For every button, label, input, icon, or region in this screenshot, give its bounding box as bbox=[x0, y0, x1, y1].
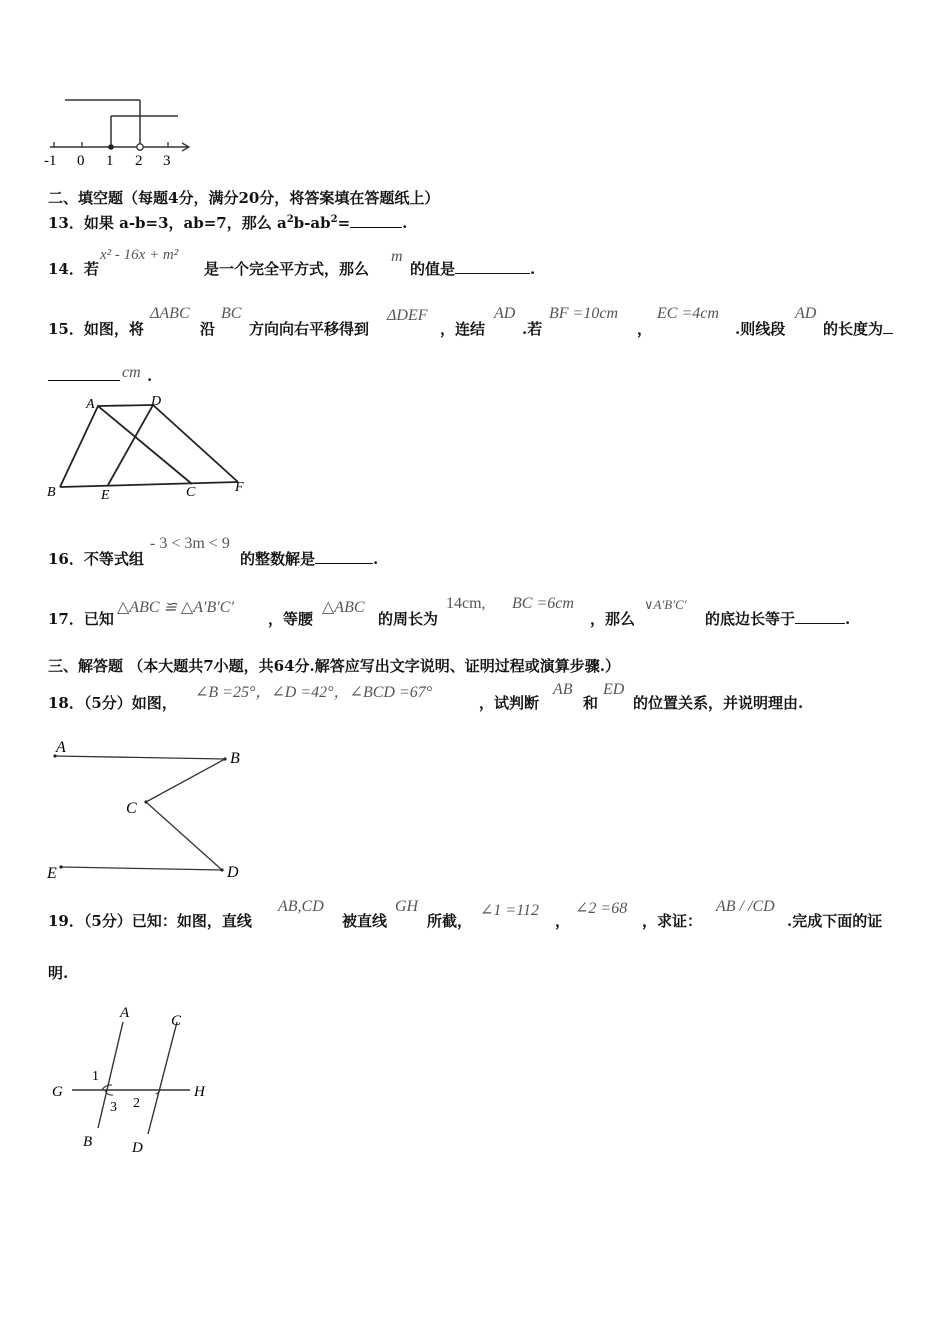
q17-math: △ABC ≌ △A′B′C′ bbox=[117, 599, 234, 616]
question-number: 14． bbox=[48, 260, 84, 278]
q15-math: AD bbox=[494, 305, 516, 322]
answer-blank[interactable] bbox=[455, 259, 530, 274]
angle-label: 2 bbox=[133, 1096, 140, 1111]
q19-text: ， bbox=[555, 912, 571, 930]
q14-text: 的值是 bbox=[410, 260, 456, 278]
tick-label: 0 bbox=[77, 153, 85, 169]
q19-text: .完成下面的证 bbox=[787, 912, 883, 930]
point-label: B bbox=[83, 1134, 93, 1150]
q18-math: ∠B =25°，∠D =42°，∠BCD =67° bbox=[195, 684, 433, 701]
point-label: B bbox=[47, 485, 56, 500]
q15-text: .若 bbox=[522, 320, 543, 338]
section-2-heading: 二、填空题（每题4分，满分20分，将答案填在答题纸上） bbox=[48, 189, 440, 207]
q15-math: ΔDEF bbox=[387, 307, 428, 324]
q15-text: 沿 bbox=[200, 320, 216, 338]
q17-math: ∨A′B′C′ bbox=[644, 597, 687, 612]
q18-math: ED bbox=[603, 681, 625, 698]
answer-blank[interactable] bbox=[48, 366, 120, 381]
question-number: 13． bbox=[48, 214, 84, 232]
point-label: F bbox=[235, 480, 244, 495]
q15-math: BF =10cm bbox=[549, 305, 618, 322]
q15-unit: cm bbox=[122, 364, 141, 381]
q14-tail bbox=[410, 258, 535, 279]
q14-text: 若 bbox=[83, 260, 99, 278]
q15-text: 的长度为 bbox=[823, 318, 893, 339]
q15-math: EC =4cm bbox=[657, 305, 719, 322]
question-16: 16．不等式组 bbox=[48, 550, 144, 568]
q14-text: 是一个完全平方式，那么 bbox=[204, 260, 370, 278]
q19-figure bbox=[40, 1000, 240, 1160]
tick-label: 3 bbox=[163, 153, 171, 169]
point-label: C bbox=[186, 485, 196, 500]
q16-expression: - 3 < 3m < 9 bbox=[150, 535, 230, 552]
q13-text: b-ab bbox=[293, 214, 331, 232]
q13-text: = bbox=[337, 214, 351, 232]
tick-label: 2 bbox=[135, 153, 143, 169]
q17-text: ，那么 bbox=[590, 610, 636, 628]
q15-text: ， bbox=[637, 320, 653, 338]
q15-text: ，连结 bbox=[440, 320, 486, 338]
q18-text: ，试判断 bbox=[479, 694, 540, 712]
q18-text: 和 bbox=[583, 694, 599, 712]
point-label: A bbox=[86, 397, 95, 412]
q14-expression: x² - 16x + m² bbox=[100, 247, 179, 263]
answer-blank[interactable] bbox=[315, 549, 373, 564]
q17-math: 14cm, bbox=[446, 595, 486, 612]
question-14 bbox=[48, 258, 99, 279]
q15-math: AD bbox=[795, 305, 817, 322]
question-15-number: 15．如图，将 bbox=[48, 320, 144, 338]
q15-second-line bbox=[48, 366, 120, 385]
point-label: E bbox=[101, 488, 110, 503]
point-label: E bbox=[47, 865, 57, 882]
q19-math: ∠2 =68 bbox=[575, 900, 628, 917]
q13-sup: 2 bbox=[286, 214, 294, 225]
point-label: H bbox=[194, 1084, 205, 1100]
q13-sup: 2 bbox=[330, 214, 338, 225]
q18-text: 的位置关系，并说明理由. bbox=[633, 694, 804, 712]
q17-tail: 的底边长等于 . bbox=[705, 610, 851, 628]
q17-math: △ABC bbox=[322, 599, 365, 616]
answer-blank[interactable] bbox=[350, 213, 402, 228]
q15-end: . bbox=[147, 367, 153, 385]
question-18: 18．（5分）如图， bbox=[48, 694, 177, 712]
answer-blank[interactable] bbox=[883, 319, 893, 334]
q16-tail: 的整数解是 . bbox=[240, 550, 379, 568]
q19-text: 所截， bbox=[427, 912, 473, 930]
point-label: G bbox=[52, 1084, 63, 1100]
angle-label: 3 bbox=[110, 1100, 117, 1115]
q15-text: .则线段 bbox=[735, 320, 786, 338]
question-17: 17．已知 bbox=[48, 610, 114, 628]
answer-blank[interactable] bbox=[795, 609, 845, 624]
q17-text: ，等腰 bbox=[268, 610, 314, 628]
point-label: A bbox=[56, 739, 66, 756]
q17-math: BC =6cm bbox=[512, 595, 574, 612]
q15-math: BC bbox=[221, 305, 242, 322]
point-label: B bbox=[230, 750, 240, 767]
q19-math: AB,CD bbox=[278, 898, 324, 915]
tick-label: -1 bbox=[44, 153, 57, 169]
point-label: D bbox=[132, 1140, 143, 1156]
question-13 bbox=[48, 212, 407, 233]
q15-text: 方向向右平移得到 bbox=[249, 320, 370, 338]
q14-end: . bbox=[530, 260, 536, 278]
q14-var: m bbox=[391, 248, 403, 265]
number-line-figure bbox=[40, 92, 200, 172]
q15-math: ΔABC bbox=[150, 305, 190, 322]
q19-math: ∠1 =112 bbox=[480, 902, 540, 919]
q19-math: AB / /CD bbox=[716, 898, 775, 915]
q18-math: AB bbox=[553, 681, 573, 698]
question-19: 19．（5分）已知：如图，直线 bbox=[48, 912, 252, 930]
point-label: C bbox=[171, 1013, 182, 1029]
q19-text: 明. bbox=[48, 964, 69, 982]
point-label: C bbox=[126, 800, 137, 817]
point-label: A bbox=[120, 1005, 130, 1021]
q19-text: ，求证： bbox=[642, 912, 703, 930]
section-3-heading: 三、解答题 （本大题共7小题，共64分.解答应写出文字说明、证明过程或演算步骤.） bbox=[48, 657, 620, 675]
q19-math: GH bbox=[395, 898, 419, 915]
q13-end: . bbox=[402, 214, 408, 232]
q13-text: 如果 a-b=3，ab=7，那么 a bbox=[83, 214, 287, 232]
q18-figure bbox=[40, 735, 260, 885]
tick-label: 1 bbox=[106, 153, 114, 169]
point-label: D bbox=[227, 864, 239, 881]
point-label: D bbox=[151, 394, 162, 409]
q17-text: 的周长为 bbox=[378, 610, 439, 628]
q19-text: 被直线 bbox=[342, 912, 388, 930]
angle-label: 1 bbox=[92, 1069, 99, 1084]
q15-figure bbox=[40, 392, 260, 504]
